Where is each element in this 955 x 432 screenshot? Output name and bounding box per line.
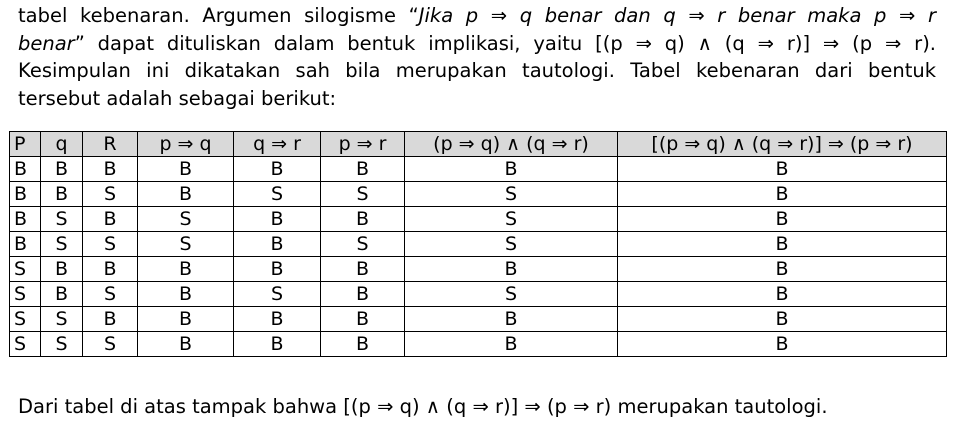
cell-p: S: [10, 257, 41, 282]
table-row: [10, 332, 947, 357]
cell-p: S: [10, 332, 41, 357]
cell-conjunction: S: [405, 282, 618, 307]
cell-conjunction: S: [405, 207, 618, 232]
cell-conjunction: B: [405, 157, 618, 182]
cell-full-implication: B: [618, 157, 947, 182]
cell-r: B: [83, 157, 138, 182]
header-q-implies-r: q ⇒ r: [234, 132, 321, 157]
table-row: [10, 257, 947, 282]
cell-q-implies-r: B: [234, 207, 321, 232]
header-p: P: [10, 132, 41, 157]
cell-conjunction: B: [405, 307, 618, 332]
cell-p: B: [10, 182, 41, 207]
cell-p-implies-q: B: [138, 257, 234, 282]
cell-p-implies-r: S: [321, 182, 405, 207]
cell-full-implication: B: [618, 182, 947, 207]
cell-p-implies-q: B: [138, 282, 234, 307]
cell-r: S: [83, 182, 138, 207]
cell-p-implies-r: B: [321, 282, 405, 307]
header-r: R: [83, 132, 138, 157]
intro-line-1-italic: Jika p ⇒ q benar dan q ⇒ r benar maka p ⇒ r: [418, 4, 936, 27]
table-row: [10, 182, 947, 207]
cell-q: B: [41, 182, 83, 207]
header-conjunction: (p ⇒ q) ∧ (q ⇒ r): [405, 132, 618, 157]
cell-q: B: [41, 257, 83, 282]
intro-paragraph: [18, 2, 936, 112]
cell-r: S: [83, 232, 138, 257]
cell-p: S: [10, 282, 41, 307]
cell-p-implies-q: B: [138, 307, 234, 332]
truth-table: [9, 131, 947, 357]
intro-line-2-italic: benar: [18, 31, 75, 55]
table-row: [10, 157, 947, 182]
cell-q-implies-r: S: [234, 182, 321, 207]
cell-r: B: [83, 207, 138, 232]
cell-p: B: [10, 232, 41, 257]
cell-q-implies-r: B: [234, 307, 321, 332]
intro-line-1-text: tabel kebenaran. Argumen silogisme “: [18, 4, 419, 27]
cell-r: S: [83, 282, 138, 307]
cell-p-implies-q: B: [138, 182, 234, 207]
intro-line-3: Kesimpulan ini dikatakan sah bila merupakan tautologi. Tabel kebenaran dari bentuk: [18, 59, 936, 82]
cell-p-implies-r: B: [321, 257, 405, 282]
intro-line-4: tersebut adalah sebagai berikut:: [18, 86, 337, 110]
cell-conjunction: B: [405, 332, 618, 357]
cell-conjunction: S: [405, 232, 618, 257]
cell-q: S: [41, 232, 83, 257]
cell-p-implies-r: S: [321, 232, 405, 257]
cell-p: B: [10, 157, 41, 182]
cell-p-implies-r: B: [321, 332, 405, 357]
header-p-implies-q: p ⇒ q: [138, 132, 234, 157]
cell-q: S: [41, 332, 83, 357]
cell-p-implies-q: S: [138, 232, 234, 257]
cell-p-implies-r: B: [321, 307, 405, 332]
cell-q-implies-r: B: [234, 257, 321, 282]
cell-r: B: [83, 257, 138, 282]
intro-line-2-text: ” dapat dituliskan dalam bentuk implikasi, yaitu [(p ⇒ q) ∧ (q ⇒ r)] ⇒ (p ⇒ r).: [74, 31, 936, 55]
header-full-implication: [(p ⇒ q) ∧ (q ⇒ r)] ⇒ (p ⇒ r): [618, 132, 947, 157]
cell-p-implies-q: B: [138, 332, 234, 357]
truth-table-body: [10, 157, 947, 357]
cell-full-implication: B: [618, 232, 947, 257]
table-row: [10, 307, 947, 332]
cell-r: S: [83, 332, 138, 357]
header-p-implies-r: p ⇒ r: [321, 132, 405, 157]
cell-q: B: [41, 157, 83, 182]
cell-p-implies-r: B: [321, 207, 405, 232]
cell-q-implies-r: B: [234, 332, 321, 357]
cell-full-implication: B: [618, 257, 947, 282]
table-row: [10, 282, 947, 307]
cell-q-implies-r: B: [234, 232, 321, 257]
table-row: [10, 207, 947, 232]
truth-table-header-row: [10, 132, 947, 157]
cell-p: S: [10, 307, 41, 332]
cell-p-implies-q: B: [138, 157, 234, 182]
cell-q-implies-r: S: [234, 282, 321, 307]
cell-p-implies-q: S: [138, 207, 234, 232]
cell-full-implication: B: [618, 282, 947, 307]
header-q: q: [41, 132, 83, 157]
cell-conjunction: S: [405, 182, 618, 207]
cell-q: S: [41, 207, 83, 232]
cell-conjunction: B: [405, 257, 618, 282]
cell-q: S: [41, 307, 83, 332]
cell-r: B: [83, 307, 138, 332]
cell-full-implication: B: [618, 332, 947, 357]
table-row: [10, 232, 947, 257]
cell-q-implies-r: B: [234, 157, 321, 182]
cell-full-implication: B: [618, 307, 947, 332]
conclusion-text: Dari tabel di atas tampak bahwa [(p ⇒ q) ∧ (q ⇒ r)] ⇒ (p ⇒ r) merupakan tautologi.: [18, 395, 828, 418]
intro-line-2: [18, 30, 936, 58]
cell-full-implication: B: [618, 207, 947, 232]
intro-line-1: [18, 2, 936, 30]
cell-q: B: [41, 282, 83, 307]
cell-p-implies-r: B: [321, 157, 405, 182]
cell-p: B: [10, 207, 41, 232]
